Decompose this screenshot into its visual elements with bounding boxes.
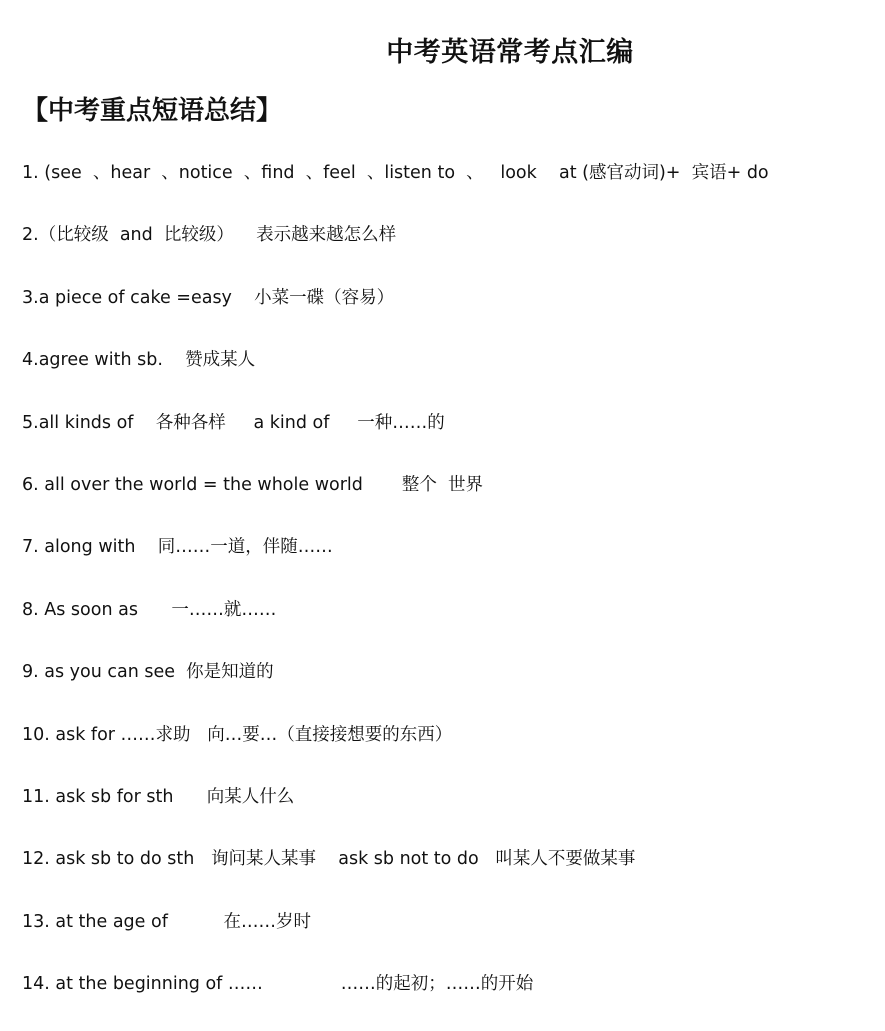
phrase-item: 10. ask for ……求助 向…要…（直接接想要的东西） xyxy=(22,724,453,745)
phrase-item: 7. along with 同……一道，伴随…… xyxy=(22,537,333,558)
phrase-item: 13. at the age of 在……岁时 xyxy=(22,911,311,932)
phrase-item: 3.a piece of cake =easy 小菜一碟（容易） xyxy=(22,287,395,308)
phrase-item: 5.all kinds of 各种各样 a kind of 一种……的 xyxy=(22,412,445,433)
phrase-item: 1. (see 、hear 、notice 、find 、feel 、listen to 、 look at (感官动词)+ 宾语+ do xyxy=(22,163,769,183)
phrase-item: 14. at the beginning of …… ……的起初；……的开始 xyxy=(22,974,534,995)
phrase-item: 2.（比较级 and 比较级） 表示越来越怎么样 xyxy=(22,225,397,246)
document-title: 中考英语常考点汇编 xyxy=(386,37,634,68)
phrase-item: 6. all over the world = the whole world 整个 世界 xyxy=(22,474,483,495)
phrase-item: 9. as you can see 你是知道的 xyxy=(22,662,274,683)
phrase-list xyxy=(22,158,872,1031)
phrase-item: 4.agree with sb. 赞成某人 xyxy=(22,350,256,371)
phrase-item: 12. ask sb to do sth 询问某人某事 ask sb not to do 叫某人不要做某事 xyxy=(22,849,636,870)
phrase-item: 11. ask sb for sth 向某人什么 xyxy=(22,786,295,807)
section-heading: 【中考重点短语总结】 xyxy=(22,96,283,126)
phrase-item: 8. As soon as 一……就…… xyxy=(22,599,277,620)
